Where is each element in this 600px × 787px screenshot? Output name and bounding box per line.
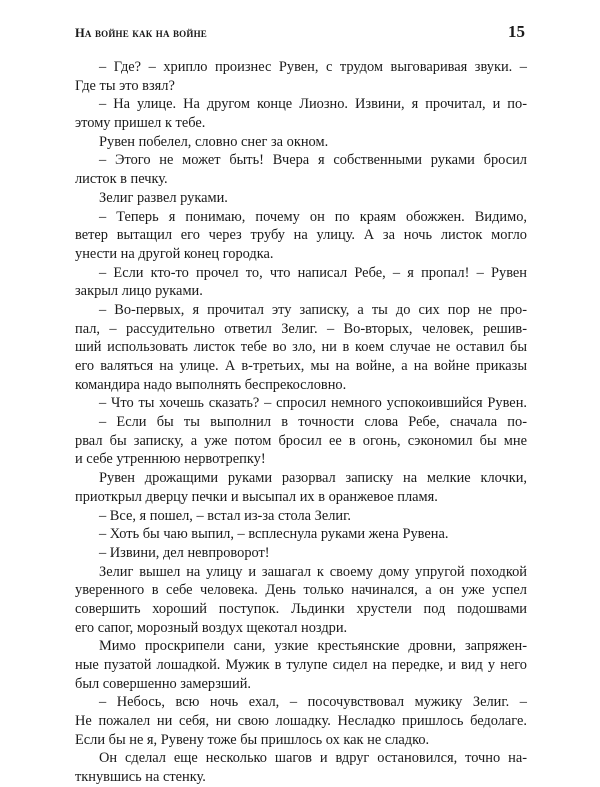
text-line: ветер вытащил его через трубу на улицу. А за ночь листок могло bbox=[75, 227, 527, 244]
text-line: – На улице. На другом конце Лиозно. Извини, я прочитал, и по- bbox=[99, 96, 527, 113]
text-line: совершить хороший поступок. Льдинки хрустели под подошвами bbox=[75, 600, 527, 617]
text-line: его сапог, морозный воздух щекотал ноздри. bbox=[75, 619, 348, 636]
text-line: был совершенно замерзший. bbox=[75, 675, 252, 692]
text-line: Если бы не я, Рувену тоже бы пришлось ох как не сладко. bbox=[75, 731, 430, 748]
body-text bbox=[75, 58, 527, 787]
text-line: – Извини, дел невпроворот! bbox=[99, 544, 270, 561]
text-line: ткнувшись на стенку. bbox=[75, 769, 206, 786]
text-line: рвал бы записку, а уже потом бросил ее в огонь, сэкономил бы мне bbox=[75, 432, 527, 449]
text-line: – Если кто-то прочел то, что написал Ребе, – я пропал! – Рувен bbox=[99, 264, 527, 281]
text-line: ший использовать листок тебе во зло, ни в коем случае не оставил бы bbox=[75, 339, 527, 356]
text-line: Где ты это взял? bbox=[75, 77, 175, 94]
text-line: его валяться на улице. А в-третьих, мы на войне, а на войне приказы bbox=[75, 358, 527, 374]
text-line: – Этого не может быть! Вчера я собственными руками бросил bbox=[99, 152, 527, 169]
text-line: этому пришел к тебе. bbox=[75, 115, 206, 132]
text-line: Мимо проскрипели сани, узкие крестьянские дровни, запряжен- bbox=[99, 638, 527, 655]
text-line: уверенного в себе человека. День только начинался, а он уже успел bbox=[75, 582, 527, 599]
text-line: унести на другой конец городка. bbox=[75, 245, 274, 262]
text-line: пал, – рассудительно ответил Зелиг. – Во-вторых, человек, решив- bbox=[75, 320, 527, 337]
text-line: и себе утреннюю нервотрепку! bbox=[75, 451, 266, 468]
text-line: – Все, я пошел, – встал из-за стола Зелиг. bbox=[99, 507, 352, 524]
page-header bbox=[75, 22, 525, 46]
text-line: – Если бы ты выполнил в точности слова Ребе, сначала по- bbox=[99, 414, 527, 431]
text-line: приоткрыл дверцу печки и высыпал их в оранжевое пламя. bbox=[75, 488, 438, 505]
text-line: закрыл лицо руками. bbox=[75, 283, 203, 300]
text-line: Рувен побелел, словно снег за окном. bbox=[99, 133, 329, 150]
text-line: Рувен дрожащими руками разорвал записку на мелкие клочки, bbox=[99, 470, 527, 487]
text-line: – Хоть бы чаю выпил, – всплеснула руками жена Рувена. bbox=[99, 526, 449, 543]
page-number: 15 bbox=[508, 22, 525, 41]
text-line: – Небось, всю ночь ехал, – посочувствовал мужику Зелиг. – bbox=[99, 694, 527, 711]
text-line: Он сделал еще несколько шагов и вдруг остановился, точно на- bbox=[99, 750, 527, 767]
text-line: – Что ты хочешь сказать? – спросил немного успокоившийся Рувен. bbox=[99, 395, 527, 412]
text-line: – Во-первых, я прочитал эту записку, а ты до сих пор не про- bbox=[99, 301, 527, 318]
text-line: Не пожалел ни себя, ни свою лошадку. Несладко пришлось бедолаге. bbox=[75, 713, 527, 730]
running-title: На войне как на войне bbox=[75, 26, 207, 40]
text-line: листок в печку. bbox=[75, 171, 168, 188]
text-line: Зелиг вышел на улицу и зашагал к своему дому упругой походкой bbox=[99, 563, 527, 580]
text-line: ные пузатой лошадкой. Мужик в тулупе сидел на передке, и вид у него bbox=[75, 657, 527, 673]
text-line: – Где? – хрипло произнес Рувен, с трудом выговаривая звуки. – bbox=[99, 59, 527, 75]
text-line: Зелиг развел руками. bbox=[99, 189, 228, 206]
text-line: командира надо выполнять беспрекословно. bbox=[75, 376, 347, 393]
text-line: – Теперь я понимаю, почему он по краям обожжен. Видимо, bbox=[99, 208, 527, 225]
